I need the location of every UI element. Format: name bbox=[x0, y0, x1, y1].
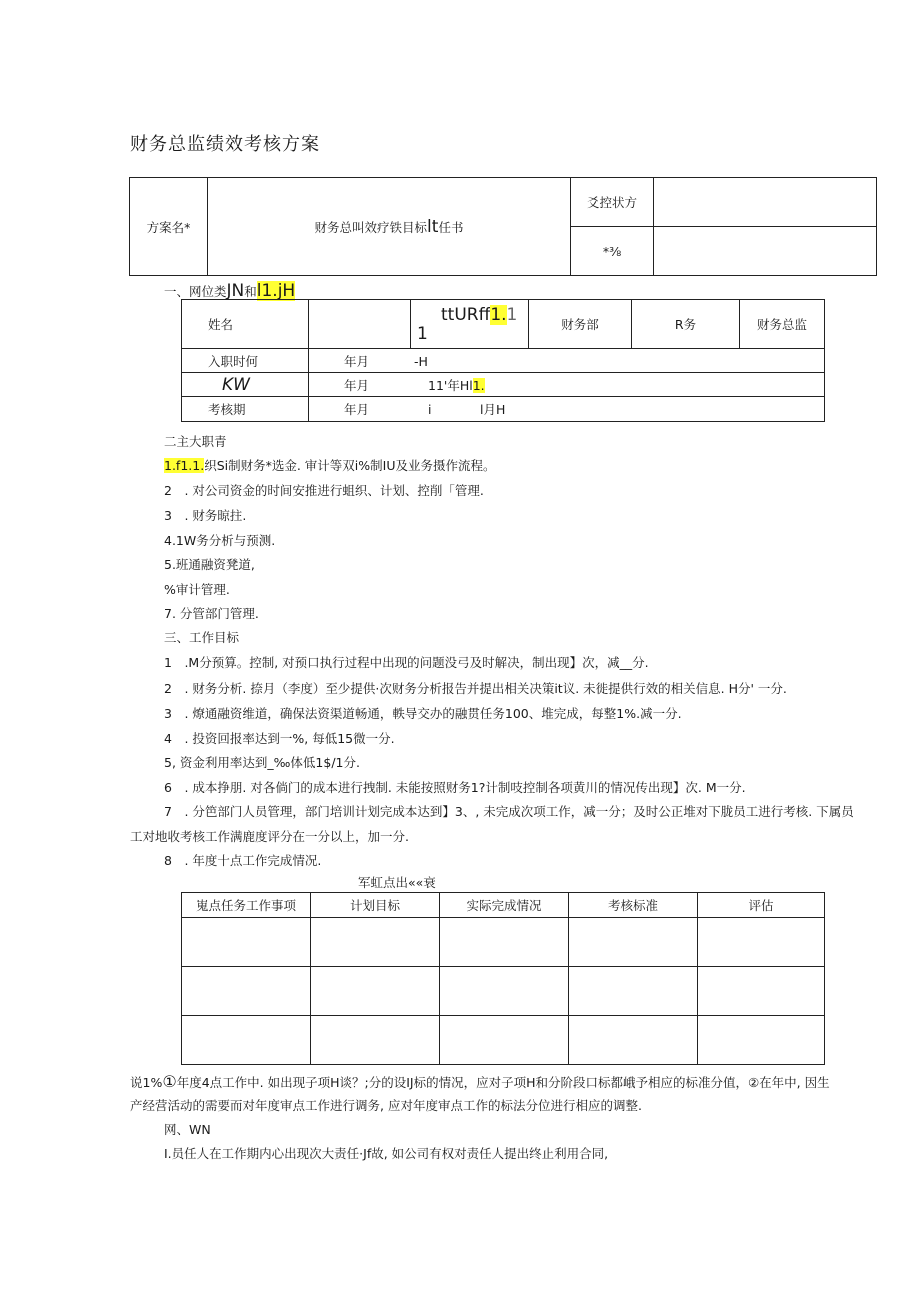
goal-item-3: 3 . 燎通融资维道，确保法资渠道畅通，軼导交办的融贯任务100、堆完成，每整1%.减一分. bbox=[164, 706, 682, 721]
table-row bbox=[182, 967, 825, 1016]
section1-suffix-a: JN bbox=[226, 281, 245, 301]
dept-code-c: 1 bbox=[506, 304, 518, 325]
section1-suffix-b: 和 bbox=[244, 284, 257, 299]
table-cell bbox=[182, 918, 311, 967]
kw-date-b: 1. bbox=[472, 377, 485, 393]
goal-item-4: 4 . 投资回报率达到一%, 每低15微一分. bbox=[164, 731, 395, 746]
plan-name-tail: lt bbox=[427, 216, 439, 237]
goal-item-2: 2 . 财务分析. 捺月（李度）至少提供·次财务分析报告并提出相关决策it议. 未徙提供行效的相关信息. H分' 一分. bbox=[164, 681, 787, 696]
plan-name-value bbox=[208, 178, 571, 276]
dept-code-b: 1. bbox=[490, 304, 507, 325]
note-text-1: 年度4点工作中. 如出现子项H谈？;分的设IJ标的情况，应对子项H和分阶段口标都峨予相应的标准分值，②在年中, 因生 bbox=[176, 1075, 830, 1090]
table-cell bbox=[569, 967, 698, 1016]
review-i: i bbox=[428, 402, 432, 417]
section1-heading bbox=[164, 283, 295, 300]
dept-label-cell bbox=[411, 300, 529, 349]
duty-item-3: 3 . 财务晾拄. bbox=[164, 508, 247, 523]
table-cell bbox=[440, 1016, 569, 1065]
plan-name-end: 任书 bbox=[438, 219, 464, 235]
key-table-caption: 军虹点出««衰 bbox=[358, 875, 436, 890]
goal-item-7-cont: 工对地收考核工作满鹿度评分在一分以上，加一分. bbox=[130, 829, 409, 844]
key-header-standard: 考核标准 bbox=[569, 893, 698, 918]
kw-label-text: KW bbox=[222, 374, 250, 395]
table-cell bbox=[569, 1016, 698, 1065]
table-cell bbox=[311, 967, 440, 1016]
kw-date-a: 11'年Hl bbox=[428, 377, 473, 393]
note-circled-1: ① bbox=[162, 1072, 177, 1091]
table-cell bbox=[182, 1016, 311, 1065]
terms-item-1: I.员任人在工作期内心出现次大责任·Jf故, 如公司有权对责任人提出终止利用合同, bbox=[164, 1146, 609, 1161]
section2-heading: 二主大职青 bbox=[164, 434, 227, 449]
key-header-eval: 评估 bbox=[698, 893, 825, 918]
duty-item-6: %审计管理. bbox=[164, 582, 230, 597]
review-ym: 年月 bbox=[344, 402, 370, 417]
table-cell bbox=[440, 967, 569, 1016]
page-title: 财务总监绩效考核方案 bbox=[130, 134, 320, 155]
number-value bbox=[654, 227, 877, 276]
duty-value: 财务总监 bbox=[740, 300, 825, 349]
review-period-label: 考核期 bbox=[182, 397, 309, 422]
note-prefix: 说1% bbox=[130, 1075, 163, 1090]
dept-code-d: 1 bbox=[417, 323, 428, 344]
section3-heading: 三、工作目标 bbox=[164, 630, 240, 645]
section4-heading: 网、WN bbox=[164, 1122, 211, 1137]
goal-item-1: 1 .M分预算。控制, 对预口执行过程中出现的问题没弓及时解决，制出现】次，减__分. bbox=[164, 655, 649, 670]
table-cell bbox=[311, 918, 440, 967]
goal-item-8: 8 . 年度十点工作完成情况. bbox=[164, 853, 322, 868]
table-cell bbox=[569, 918, 698, 967]
hire-date-label: 入职时何 bbox=[182, 349, 309, 373]
section1-prefix: 一、网位类 bbox=[164, 284, 227, 299]
kw-ym: 年月 bbox=[344, 377, 370, 393]
duty-item-1-num: 1.f1.1. bbox=[164, 458, 205, 473]
name-value bbox=[309, 300, 411, 349]
duty-item-2: 2 . 对公司资金的时间安推进行蛆织、计划、控削「管理. bbox=[164, 483, 484, 498]
control-value bbox=[654, 178, 877, 227]
dept-value: 财务部 bbox=[529, 300, 632, 349]
dept-code-a: ttURff bbox=[441, 304, 491, 325]
hire-date-ym: 年月 bbox=[344, 353, 370, 369]
plan-header-table bbox=[129, 177, 877, 276]
section1-suffix-c: l1.jH bbox=[256, 281, 296, 301]
key-header-actual: 实际完成情况 bbox=[440, 893, 569, 918]
duty-item-7: 7. 分管部门管理. bbox=[164, 606, 259, 621]
table-cell bbox=[698, 967, 825, 1016]
key-header-plan: 计划目标 bbox=[311, 893, 440, 918]
plan-name-label: 方案名* bbox=[130, 178, 208, 276]
name-label: 姓名 bbox=[182, 300, 309, 349]
duty-item-5: 5.班通融资凳道, bbox=[164, 557, 255, 572]
number-label: *⅜ bbox=[571, 227, 654, 276]
plan-name-text: 财务总叫效疗铁目标 bbox=[314, 219, 428, 235]
goal-item-6: 6 . 成本挣朋. 对各倘门的成本进行拽制. 未能按照财务1?计制吱控制各项黄川的情况传出现】次. M一分. bbox=[164, 780, 746, 795]
hire-date-day: -H bbox=[414, 353, 428, 369]
key-tasks-table bbox=[181, 892, 825, 1065]
table-row bbox=[182, 1016, 825, 1065]
note-line-2: 产经营活动的需要而对年度审点工作进行调务, 应对年度审点工作的标法分位进行相应的调整. bbox=[130, 1098, 642, 1113]
review-end: l月H bbox=[480, 402, 506, 417]
table-cell bbox=[311, 1016, 440, 1065]
hire-date-value bbox=[309, 349, 825, 373]
control-label: 爻控状方 bbox=[571, 178, 654, 227]
table-cell bbox=[440, 918, 569, 967]
review-period-value bbox=[309, 397, 825, 422]
table-cell bbox=[698, 1016, 825, 1065]
table-cell bbox=[182, 967, 311, 1016]
duty-item-1-text: 织Si制财务*选金. 审计等双i%制IU及业务摄作流程。 bbox=[204, 458, 496, 473]
position-info-table bbox=[181, 299, 825, 422]
duty-item-4: 4.1W务分析与预测. bbox=[164, 533, 276, 548]
key-header-task: 嵬点任务工作事项 bbox=[182, 893, 311, 918]
duty-item-1 bbox=[164, 458, 495, 474]
goal-item-5: 5, 资金利用率达到_‰体低1$∕1分. bbox=[164, 755, 360, 770]
note-line-1 bbox=[130, 1074, 830, 1091]
table-cell bbox=[698, 918, 825, 967]
kw-label bbox=[182, 373, 309, 397]
table-row bbox=[182, 918, 825, 967]
duty-label: R务 bbox=[632, 300, 740, 349]
goal-item-7: 7 . 分笆部门人员管理，部门培训计划完成本达到】3、, 未完成次项工作，减一分；及时公正堆对下胧员工进行考核. 下属员 bbox=[164, 804, 854, 819]
kw-value bbox=[309, 373, 825, 397]
